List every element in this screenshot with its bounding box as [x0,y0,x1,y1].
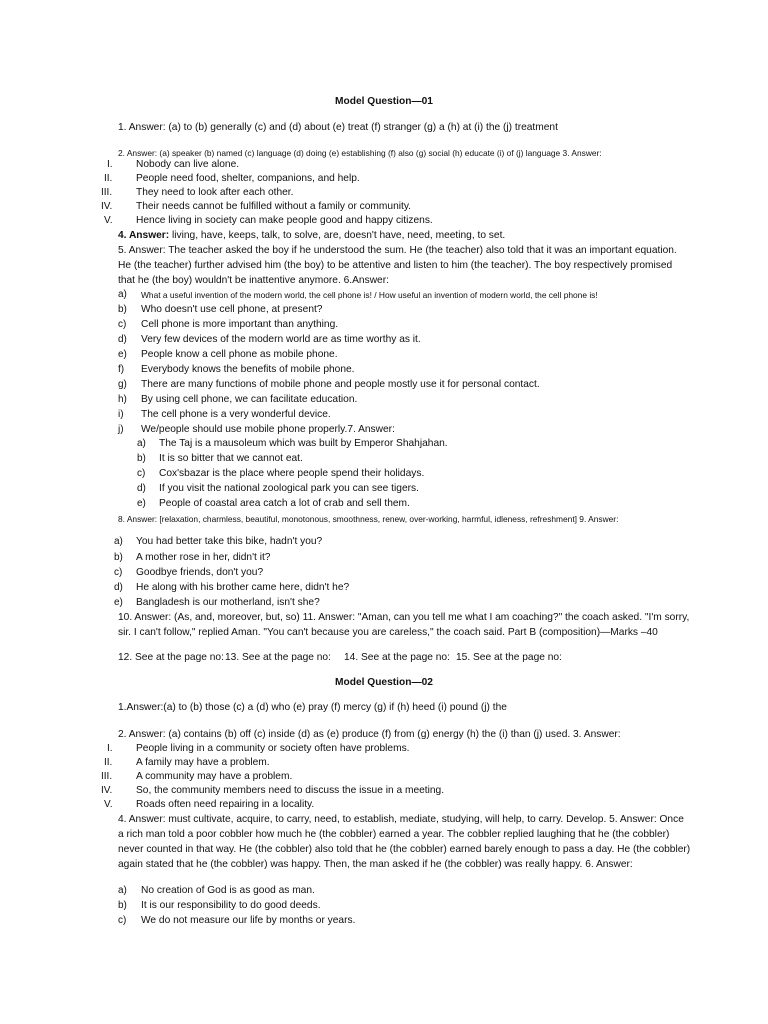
list-item: Nobody can live alone. [136,159,240,170]
list-item: If you visit the national zoological park you can see tigers. [159,483,419,494]
list-marker: h) [118,394,127,405]
list-marker: IV. [101,201,113,212]
model-question-01-title: Model Question—01 [335,96,433,107]
list-item: Their needs cannot be fulfilled without a family or community. [136,201,412,212]
answer-label: 4. Answer: [118,230,170,241]
list-item: A community may have a problem. [136,771,293,782]
list-item: We/people should use mobile phone properly.7. Answer: [141,424,395,435]
list-item: He along with his brother came here, didn't he? [136,582,350,593]
list-marker: I. [107,743,113,754]
list-marker: i) [118,409,124,420]
list-item: What a useful invention of the modern world, the cell phone is! / How useful an invention of modern world, the cell phone is! [141,290,598,300]
list-marker: a) [118,289,127,300]
list-item: Bangladesh is our motherland, isn't she? [136,597,320,608]
list-item: Everybody knows the benefits of mobile phone. [141,364,355,375]
answer-text: living, have, keeps, talk, to solve, are, doesn't have, need, meeting, to set. [172,230,506,241]
mq2-answer-4-line-4: again stated that he (the cobbler) was happy. Then, the man asked if he (the cobbler) was really happy. 6. Answer: [118,859,633,870]
list-item: Very few devices of the modern world are as time worthy as it. [141,334,421,345]
list-marker: II. [104,757,113,768]
list-marker: III. [101,187,113,198]
page-reference-15: 15. See at the page no: [456,652,562,663]
list-marker: c) [118,915,127,926]
list-marker: e) [137,498,146,509]
list-item: You had better take this bike, hadn't you? [136,536,323,547]
mq1-answer-10-line-2: sir. I can't follow," replied Aman. "You can't because you are careless," the coach said. Part B (composition)—Marks –40 [118,627,658,638]
list-item: People of coastal area catch a lot of crab and sell them. [159,498,410,509]
list-marker: c) [114,567,123,578]
list-item: Cox'sbazar is the place where people spend their holidays. [159,468,425,479]
mq1-answer-5-line-1: 5. Answer: The teacher asked the boy if he understood the sum. He (the teacher) also told that it was an important equation. [118,245,677,256]
list-item: Who doesn't use cell phone, at present? [141,304,323,315]
list-item: It is our responsibility to do good deeds. [141,900,321,911]
list-marker: b) [118,304,127,315]
list-item: People need food, shelter, companions, and help. [136,173,360,184]
mq1-answer-2: 2. Answer: (a) speaker (b) named (c) language (d) doing (e) establishing (f) also (g) social (h) educate (i) of (j) language 3. Answer: [118,148,602,158]
list-item: So, the community members need to discuss the issue in a meeting. [136,785,445,796]
list-marker: IV. [101,785,113,796]
list-marker: f) [118,364,125,375]
list-item: They need to look after each other. [136,187,294,198]
page-reference-13: 13. See at the page no: [225,652,331,663]
list-item: A mother rose in her, didn't it? [136,552,271,563]
list-item: Roads often need repairing in a locality. [136,799,315,810]
list-item: Cell phone is more important than anything. [141,319,339,330]
mq1-answer-8: 8. Answer: [relaxation, charmless, beautiful, monotonous, smoothness, renew, over-working, harmful, idleness, refreshment] 9. Answer: [118,514,619,524]
list-marker: V. [104,799,113,810]
list-marker: e) [114,597,123,608]
list-marker: V. [104,215,113,226]
mq1-answer-4 [118,229,505,242]
list-marker: d) [137,483,146,494]
page-reference-14: 14. See at the page no: [344,652,450,663]
list-marker: c) [137,468,146,479]
mq2-answer-4-line-1: 4. Answer: must cultivate, acquire, to carry, need, to establish, mediate, studying, will help, to carry. Develop. 5. Answer: Once [118,814,684,825]
list-marker: e) [118,349,127,360]
list-item: It is so bitter that we cannot eat. [159,453,303,464]
list-marker: d) [118,334,127,345]
list-marker: b) [114,552,123,563]
list-item: The cell phone is a very wonderful device. [141,409,331,420]
list-marker: a) [114,536,123,547]
list-item: By using cell phone, we can facilitate education. [141,394,358,405]
list-item: We do not measure our life by months or years. [141,915,356,926]
page-reference-12: 12. See at the page no: [118,652,224,663]
list-marker: I. [107,159,113,170]
mq1-answer-1: 1. Answer: (a) to (b) generally (c) and (d) about (e) treat (f) stranger (g) a (h) at (i) the (j) treatment [118,122,558,133]
list-item: There are many functions of mobile phone and people mostly use it for personal contact. [141,379,540,390]
list-marker: b) [118,900,127,911]
mq2-answer-4-line-2: a rich man told a poor cobbler how much he (the cobbler) earned a year. The cobbler replied laughing that he (the cobbler) [118,829,670,840]
list-marker: a) [118,885,127,896]
list-marker: g) [118,379,127,390]
list-marker: j) [118,424,124,435]
list-marker: c) [118,319,127,330]
list-marker: b) [137,453,146,464]
list-marker: a) [137,438,146,449]
mq2-answer-4-line-3: never counted in that way. He (the cobbler) also told that he (the cobbler) earned barely enough to pass a day. He (the cobbler) [118,844,691,855]
mq1-answer-5-line-2: He (the teacher) further advised him (the boy) to be attentive and listen to him (the teacher). The boy respectively promised [118,260,673,271]
list-marker: II. [104,173,113,184]
list-item: Hence living in society can make people good and happy citizens. [136,215,433,226]
list-item: People know a cell phone as mobile phone. [141,349,338,360]
list-marker: III. [101,771,113,782]
mq2-answer-2: 2. Answer: (a) contains (b) off (c) inside (d) as (e) produce (f) from (g) energy (h) the (i) than (j) used. 3. Answer: [118,729,621,740]
mq2-answer-1: 1.Answer:(a) to (b) those (c) a (d) who (e) pray (f) mercy (g) if (h) heed (i) pound (j) the [118,702,507,713]
mq1-answer-5-line-3: that he (the boy) wouldn't be inattentive anymore. 6.Answer: [118,275,389,286]
list-marker: d) [114,582,123,593]
mq1-answer-10-line-1: 10. Answer: (As, and, moreover, but, so) 11. Answer: "Aman, can you tell me what I am coaching?" the coach asked. "I'm sorry, [118,612,690,623]
list-item: People living in a community or society often have problems. [136,743,410,754]
list-item: A family may have a problem. [136,757,270,768]
list-item: No creation of God is as good as man. [141,885,315,896]
list-item: Goodbye friends, don't you? [136,567,264,578]
model-question-02-title: Model Question—02 [335,677,433,688]
list-item: The Taj is a mausoleum which was built by Emperor Shahjahan. [159,438,448,449]
